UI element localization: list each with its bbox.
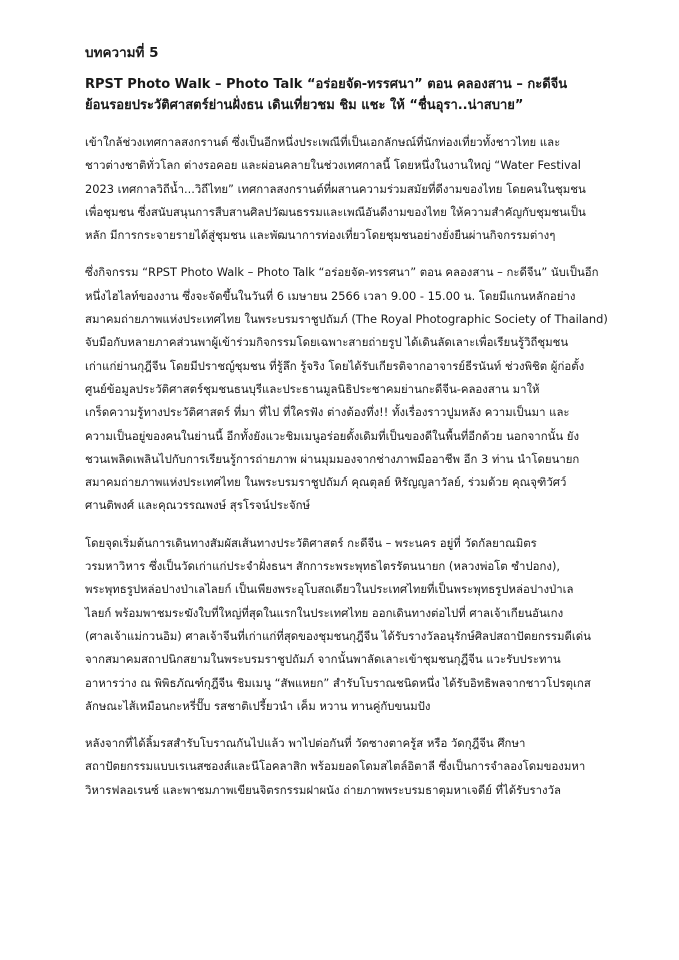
- paragraph-event: [85, 261, 619, 517]
- paragraph-intro: [85, 131, 619, 247]
- article-number-label: บทความที่ 5: [85, 45, 159, 61]
- paragraph-line: 2023 เทศกาลวิถีน้ำ...วิถีไทย” เทศกาลสงกรานต์ที่ผสานความร่วมสมัยที่ดีงามของไทย โดยคนในชุมชน: [85, 181, 586, 196]
- paragraph-line: วิหารฟลอเรนซ์ และพาชมภาพเขียนจิตรกรรมฝาผนัง ถ่ายภาพพระบรมธาตุมหาเจดีย์ ที่ได้รับรางวัล: [85, 782, 561, 797]
- paragraph-line: ชาวต่างชาติทั่วโลก ต่างรอคอย และผ่อนคลายในช่วงเทศกาลนี้ โดยหนึ่งในงานใหญ่ “Water Festival: [85, 158, 581, 173]
- paragraph-line: เพื่อชุมชน ซึ่งสนับสนุนการสืบสานศิลปวัฒนธรรมและเพณีอันดีงามของไทย ให้ความสำคัญกับชุมชนเป็น: [85, 204, 586, 219]
- paragraph-line: หลัก มีการกระจายรายได้สู่ชุมชน และพัฒนาการท่องเที่ยวโดยชุมชนอย่างยั่งยืนผ่านกิจกรรมต่างๆ: [85, 228, 556, 243]
- paragraph-line: เก่าแก่ย่านกุฎีจีน โดยมีปราชญ์ชุมชน ที่รู้ลึก รู้จริง โดยได้รับเกียรติจากอาจารย์ธีรนันท์ ช่วงพิชิต ผู้ก่อตั้ง: [85, 358, 585, 373]
- paragraph-line: อาหารว่าง ณ พิพิธภัณฑ์กุฎีจีน ชิมเมนู “สัพแหยก” สำรับโบราณชนิดหนึ่ง ได้รับอิทธิพลจากชาวโปรตุเกส: [85, 675, 591, 690]
- paragraph-line: ไลยก์ พร้อมพาชมระฆังใบที่ใหญ่ที่สุดในแรกในประเทศไทย ออกเดินทางต่อไปที่ ศาลเจ้าเกียนอันเกง: [85, 605, 564, 620]
- paragraph-line: พระพุทธรูปหล่อปางป่าเลไลยก์ เป็นเพียงพระอุโบสถเดียวในประเทศไทยที่เป็นพระพุทธรูปหล่อปางป่าเล: [85, 582, 574, 597]
- article-headline: [85, 74, 619, 116]
- headline-line-1: RPST Photo Walk – Photo Talk “อร่อยจัด-ทรรศนา” ตอน คลองสาน – กะดีจีน: [85, 77, 568, 92]
- paragraph-line: สมาคมถ่ายภาพแห่งประเทศไทย ในพระบรมราชูปถัมภ์ คุณตุลย์ หิรัญญลาวัลย์, ร่วมด้วย คุณจุฑิวัศว์: [85, 475, 567, 490]
- paragraph-line: โดยจุดเริ่มต้นการเดินทางสัมผัสเส้นทางประวัติศาสตร์ กะดีจีน – พระนคร อยู่ที่ วัดกัลยาณมิตร: [85, 535, 537, 550]
- paragraph-line: จากสมาคมสถาปนิกสยามในพระบรมราชูปถัมภ์ จากนั้นพาลัดเลาะเข้าชุมชนกุฎีจีน แวะรับประทาน: [85, 652, 561, 667]
- paragraph-route: [85, 532, 619, 718]
- paragraph-line: ศูนย์ข้อมูลประวัติศาสตร์ชุมชนธนบุรีและประธานมูลนิธิประชาคมย่านกะดีจีน-คลองสาน มาให้: [85, 381, 540, 396]
- paragraph-line: ลักษณะไส้เหมือนกะหรี่ปั๊บ รสชาติเปรี้ยวนำ เค็ม หวาน ทานคู่กับขนมปัง: [85, 698, 431, 713]
- headline-line-2: ย้อนรอยประวัติศาสตร์ย่านฝั่งธน เดินเที่ยวชม ชิม แชะ ให้ “ชื่นอุรา..น่าสบาย”: [85, 98, 524, 113]
- paragraph-line: หนึ่งไฮไลท์ของงาน ซึ่งจะจัดขึ้นในวันที่ 6 เมษายน 2566 เวลา 9.00 - 15.00 น. โดยมีแกนหลักอย่าง: [85, 288, 576, 303]
- paragraph-line: เข้าใกล้ช่วงเทศกาลสงกรานต์ ซึ่งเป็นอีกหนึ่งประเพณีที่เป็นเอกลักษณ์ที่นักท่องเที่ยวทั้งชาวไทย และ: [85, 135, 561, 149]
- paragraph-line: ซึ่งกิจกรรม “RPST Photo Walk – Photo Talk “อร่อยจัด-ทรรศนา” ตอน คลองสาน – กะดีจีน” นับเป็นอีก: [85, 265, 599, 280]
- paragraph-line: (ศาลเจ้าแม่กวนอิม) ศาลเจ้าจีนที่เก่าแก่ที่สุดของชุมชนกุฎีจีน ได้รับรางวัลอนุรักษ์ศิลปสถาปัตยกรรมดีเด่น: [85, 628, 591, 643]
- paragraph-line: สมาคมถ่ายภาพแห่งประเทศไทย ในพระบรมราชูปถัมภ์ (The Royal Photographic Society of Thailand): [85, 312, 608, 327]
- paragraph-line: เกร็ดความรู้ทางประวัติศาสตร์ ที่มา ที่ไป ที่ใครฟัง ต่างต้องทึ่ง!! ทั้งเรื่องราวปูมหลัง ความเป็นมา และ: [85, 405, 570, 420]
- paragraph-church: [85, 732, 619, 802]
- paragraph-line: หลังจากที่ได้ลิ้มรสสำรับโบราณกันไปแล้ว พาไปต่อกันที่ วัดซางตาครู้ส หรือ วัดกุฎีจีน ศึกษา: [85, 736, 526, 751]
- paragraph-line: สถาปัตยกรรมแบบเรเนสซองส์และนีโอคลาสิก พร้อมยอดโดมสไตล์อิตาลี ซึ่งเป็นการจำลองโดมของมหา: [85, 759, 586, 774]
- paragraph-line: จับมือกับหลายภาคส่วนพาผู้เข้าร่วมกิจกรรมโดยเฉพาะสายถ่ายรูป ได้เดินลัดเลาะเพื่อเรียนรู้วิถีชุมชน: [85, 335, 569, 350]
- paragraph-line: ความเป็นอยู่ของคนในย่านนี้ อีกทั้งยังแวะชิมเมนูอร่อยดั้งเดิมที่เป็นของดีในพื้นที่อีกด้วย นอกจากนั้น ยัง: [85, 428, 580, 443]
- paragraph-line: วรมหาวิหาร ซึ่งเป็นวัดเก่าแก่ประจำฝั่งธนฯ สักการะพระพุทธไตรรัตนนายก (หลวงพ่อโต ซำปอกง),: [85, 559, 561, 574]
- paragraph-line: ชวนเพลิดเพลินไปกับการเรียนรู้การถ่ายภาพ ผ่านมุมมองจากช่างภาพมืออาชีพ อีก 3 ท่าน นำโดยนายก: [85, 451, 580, 466]
- paragraph-line: ศานติพงศ์ และคุณวรรณพงษ์ สุรโรจน์ประจักษ์: [85, 498, 311, 513]
